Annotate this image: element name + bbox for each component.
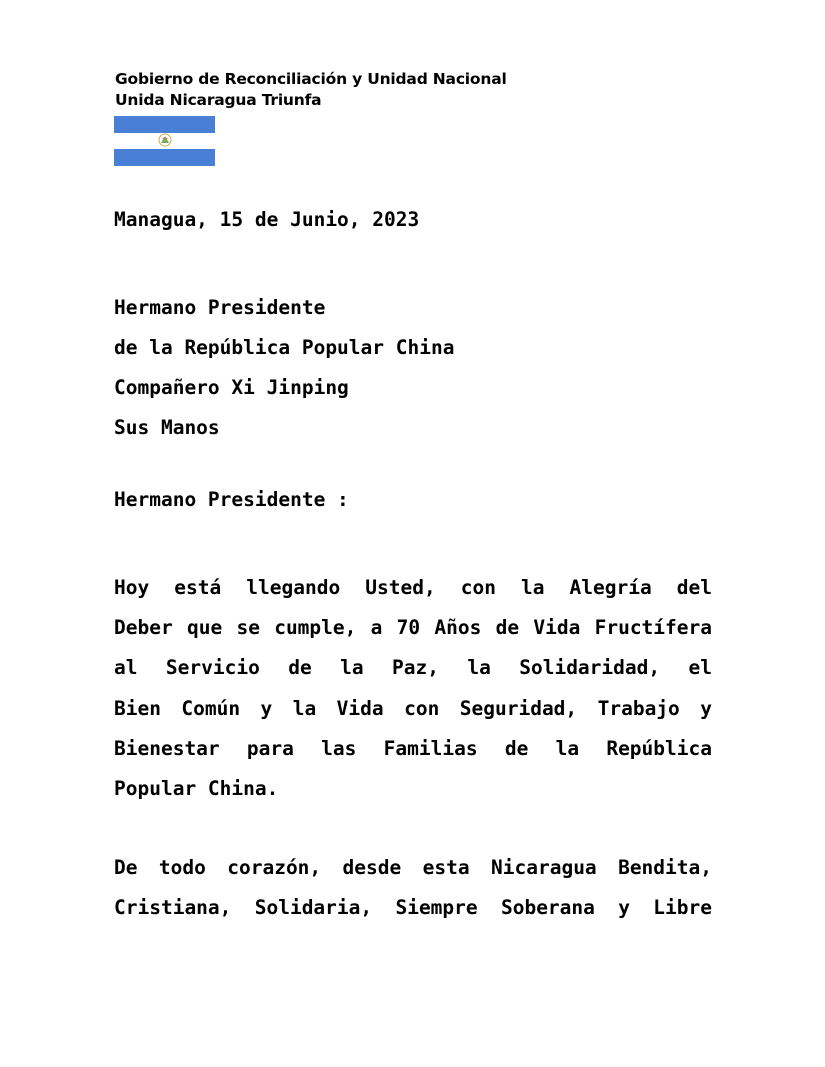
letter-date: Managua, 15 de Junio, 2023 <box>114 208 420 231</box>
salutation: Hermano Presidente : <box>114 488 349 511</box>
recipient-line: Compañero Xi Jinping <box>114 376 349 399</box>
paragraph-line: Popular China. <box>114 777 279 801</box>
letterhead-government: Gobierno de Reconciliación y Unidad Nacional <box>115 70 507 88</box>
recipient-line: de la República Popular China <box>114 336 455 359</box>
body-paragraph-1 <box>114 568 712 809</box>
recipient-address <box>114 288 454 448</box>
paragraph-line: Deber que se cumple, a 70 Años de Vida Fructífera <box>114 616 712 640</box>
paragraph-line: Cristiana, Solidaria, Siempre Soberana y Libre <box>114 896 712 920</box>
paragraph-line: Bien Común y la Vida con Seguridad, Trabajo y <box>114 696 712 720</box>
body-paragraph-2 <box>114 848 712 928</box>
letterhead-slogan: Unida Nicaragua Triunfa <box>115 91 322 109</box>
recipient-line: Hermano Presidente <box>114 296 326 319</box>
paragraph-line: De todo corazón, desde esta Nicaragua Bendita, <box>114 856 712 879</box>
coat-of-arms-icon <box>158 133 172 147</box>
paragraph-line: Bienestar para las Familias de la República <box>114 736 712 760</box>
recipient-line: Sus Manos <box>114 416 220 439</box>
nicaragua-flag-icon <box>114 116 215 166</box>
letterhead <box>115 69 507 111</box>
paragraph-line: al Servicio de la Paz, la Solidaridad, el <box>114 656 712 680</box>
paragraph-line: Hoy está llegando Usted, con la Alegría del <box>114 576 712 599</box>
